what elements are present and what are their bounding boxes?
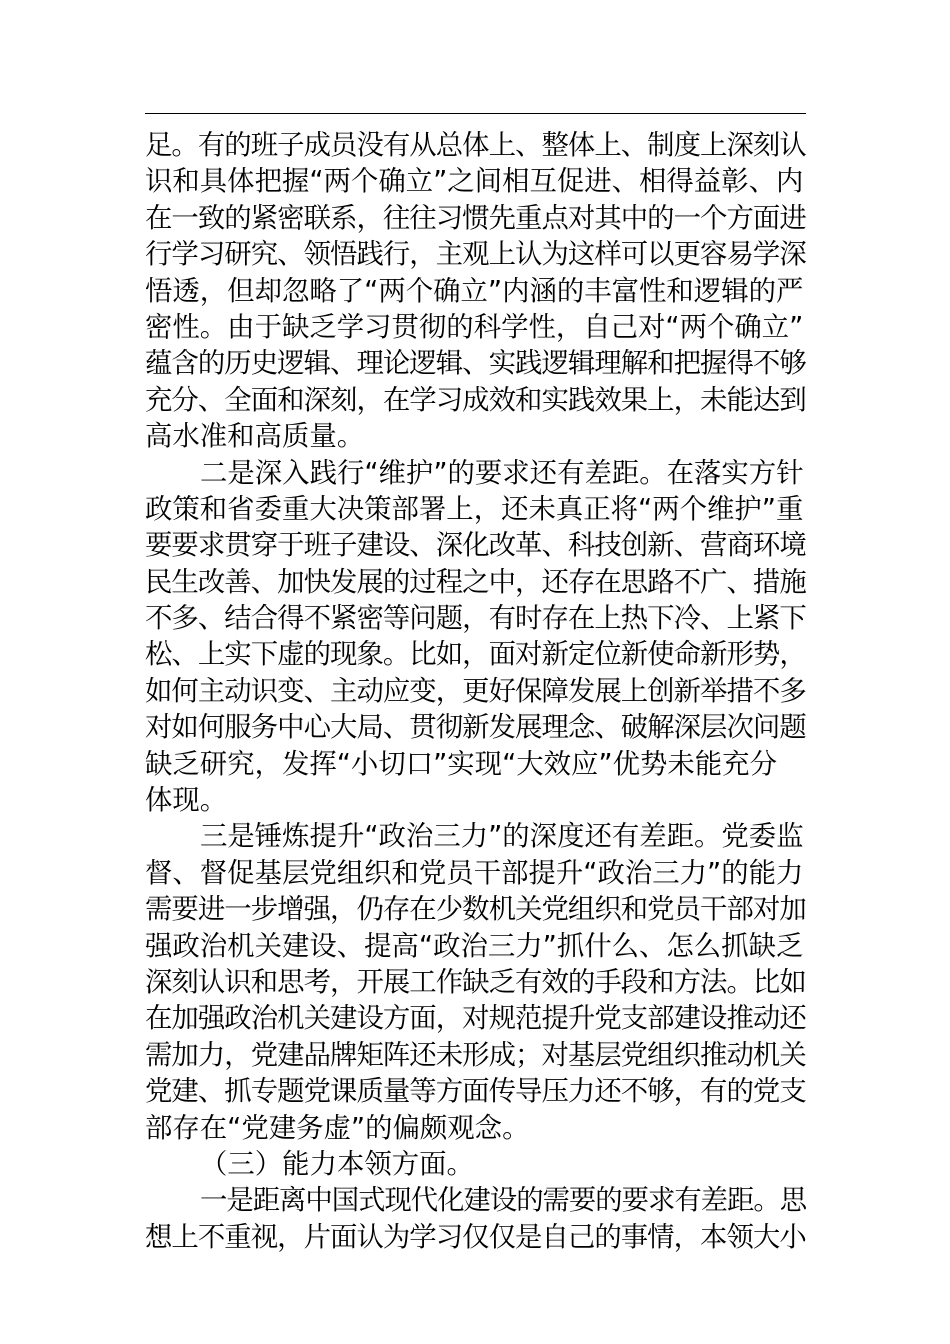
text-line: 二是深入践行“维护”的要求还有差距。在落实方针	[200, 457, 804, 489]
text-line: 在加强政治机关建设方面，对规范提升党支部建设推动还	[145, 1003, 806, 1035]
text-line: 悟透，但却忽略了“两个确立”内涵的丰富性和逻辑的严	[145, 275, 804, 307]
text-line: 部存在“党建务虚”的偏颇观念。	[145, 1112, 530, 1144]
text-line: 如何主动识变、主动应变，更好保障发展上创新举措不多	[145, 675, 806, 707]
text-line: 高水准和高质量。	[145, 421, 365, 453]
text-line: 政策和省委重大决策部署上，还未真正将“两个维护”重	[145, 493, 804, 525]
text-line: 密性。由于缺乏学习贯彻的科学性，自己对“两个确立”	[145, 311, 804, 343]
header-rule	[145, 113, 806, 114]
text-line: 需要进一步增强，仍存在少数机关党组织和党员干部对加	[145, 894, 806, 926]
text-line: 党建、抓专题党课质量等方面传导压力还不够，有的党支	[145, 1076, 806, 1108]
text-line: 行学习研究、领悟践行，主观上认为这样可以更容易学深	[145, 239, 806, 271]
text-line: （三）能力本领方面。	[200, 1148, 474, 1180]
text-line: 蕴含的历史逻辑、理论逻辑、实践逻辑理解和把握得不够	[145, 348, 806, 380]
text-line: 强政治机关建设、提高“政治三力”抓什么、怎么抓缺乏	[145, 930, 804, 962]
text-line: 深刻认识和思考，开展工作缺乏有效的手段和方法。比如	[145, 966, 806, 998]
document-body	[145, 128, 806, 1256]
text-line: 不多、结合得不紧密等问题，有时存在上热下冷、上紧下	[145, 603, 806, 635]
text-line: 松、上实下虚的现象。比如，面对新定位新使命新形势，	[145, 639, 806, 671]
text-line: 民生改善、加快发展的过程之中，还存在思路不广、措施	[145, 566, 806, 598]
text-line: 足。有的班子成员没有从总体上、整体上、制度上深刻认	[145, 130, 806, 161]
text-line: 一是距离中国式现代化建设的需要的要求有差距。思	[200, 1185, 806, 1217]
text-line: 体现。	[145, 785, 228, 817]
text-line: 识和具体把握“两个确立”之间相互促进、相得益彰、内	[145, 166, 804, 198]
text-line: 督、督促基层党组织和党员干部提升“政治三力”的能力	[145, 857, 804, 889]
text-line: 三是锤炼提升“政治三力”的深度还有差距。党委监	[200, 821, 804, 853]
text-line: 要要求贯穿于班子建设、深化改革、科技创新、营商环境	[145, 530, 806, 562]
text-line: 缺乏研究，发挥“小切口”实现“大效应”优势未能充分	[145, 748, 777, 780]
text-line: 对如何服务中心大局、贯彻新发展理念、破解深层次问题	[145, 712, 806, 744]
text-line: 充分、全面和深刻，在学习成效和实践效果上，未能达到	[145, 384, 806, 416]
text-line: 需加力，党建品牌矩阵还未形成；对基层党组织推动机关	[145, 1039, 806, 1071]
text-line: 在一致的紧密联系，往往习惯先重点对其中的一个方面进	[145, 202, 806, 234]
text-line: 想上不重视，片面认为学习仅仅是自己的事情，本领大小	[145, 1221, 806, 1253]
